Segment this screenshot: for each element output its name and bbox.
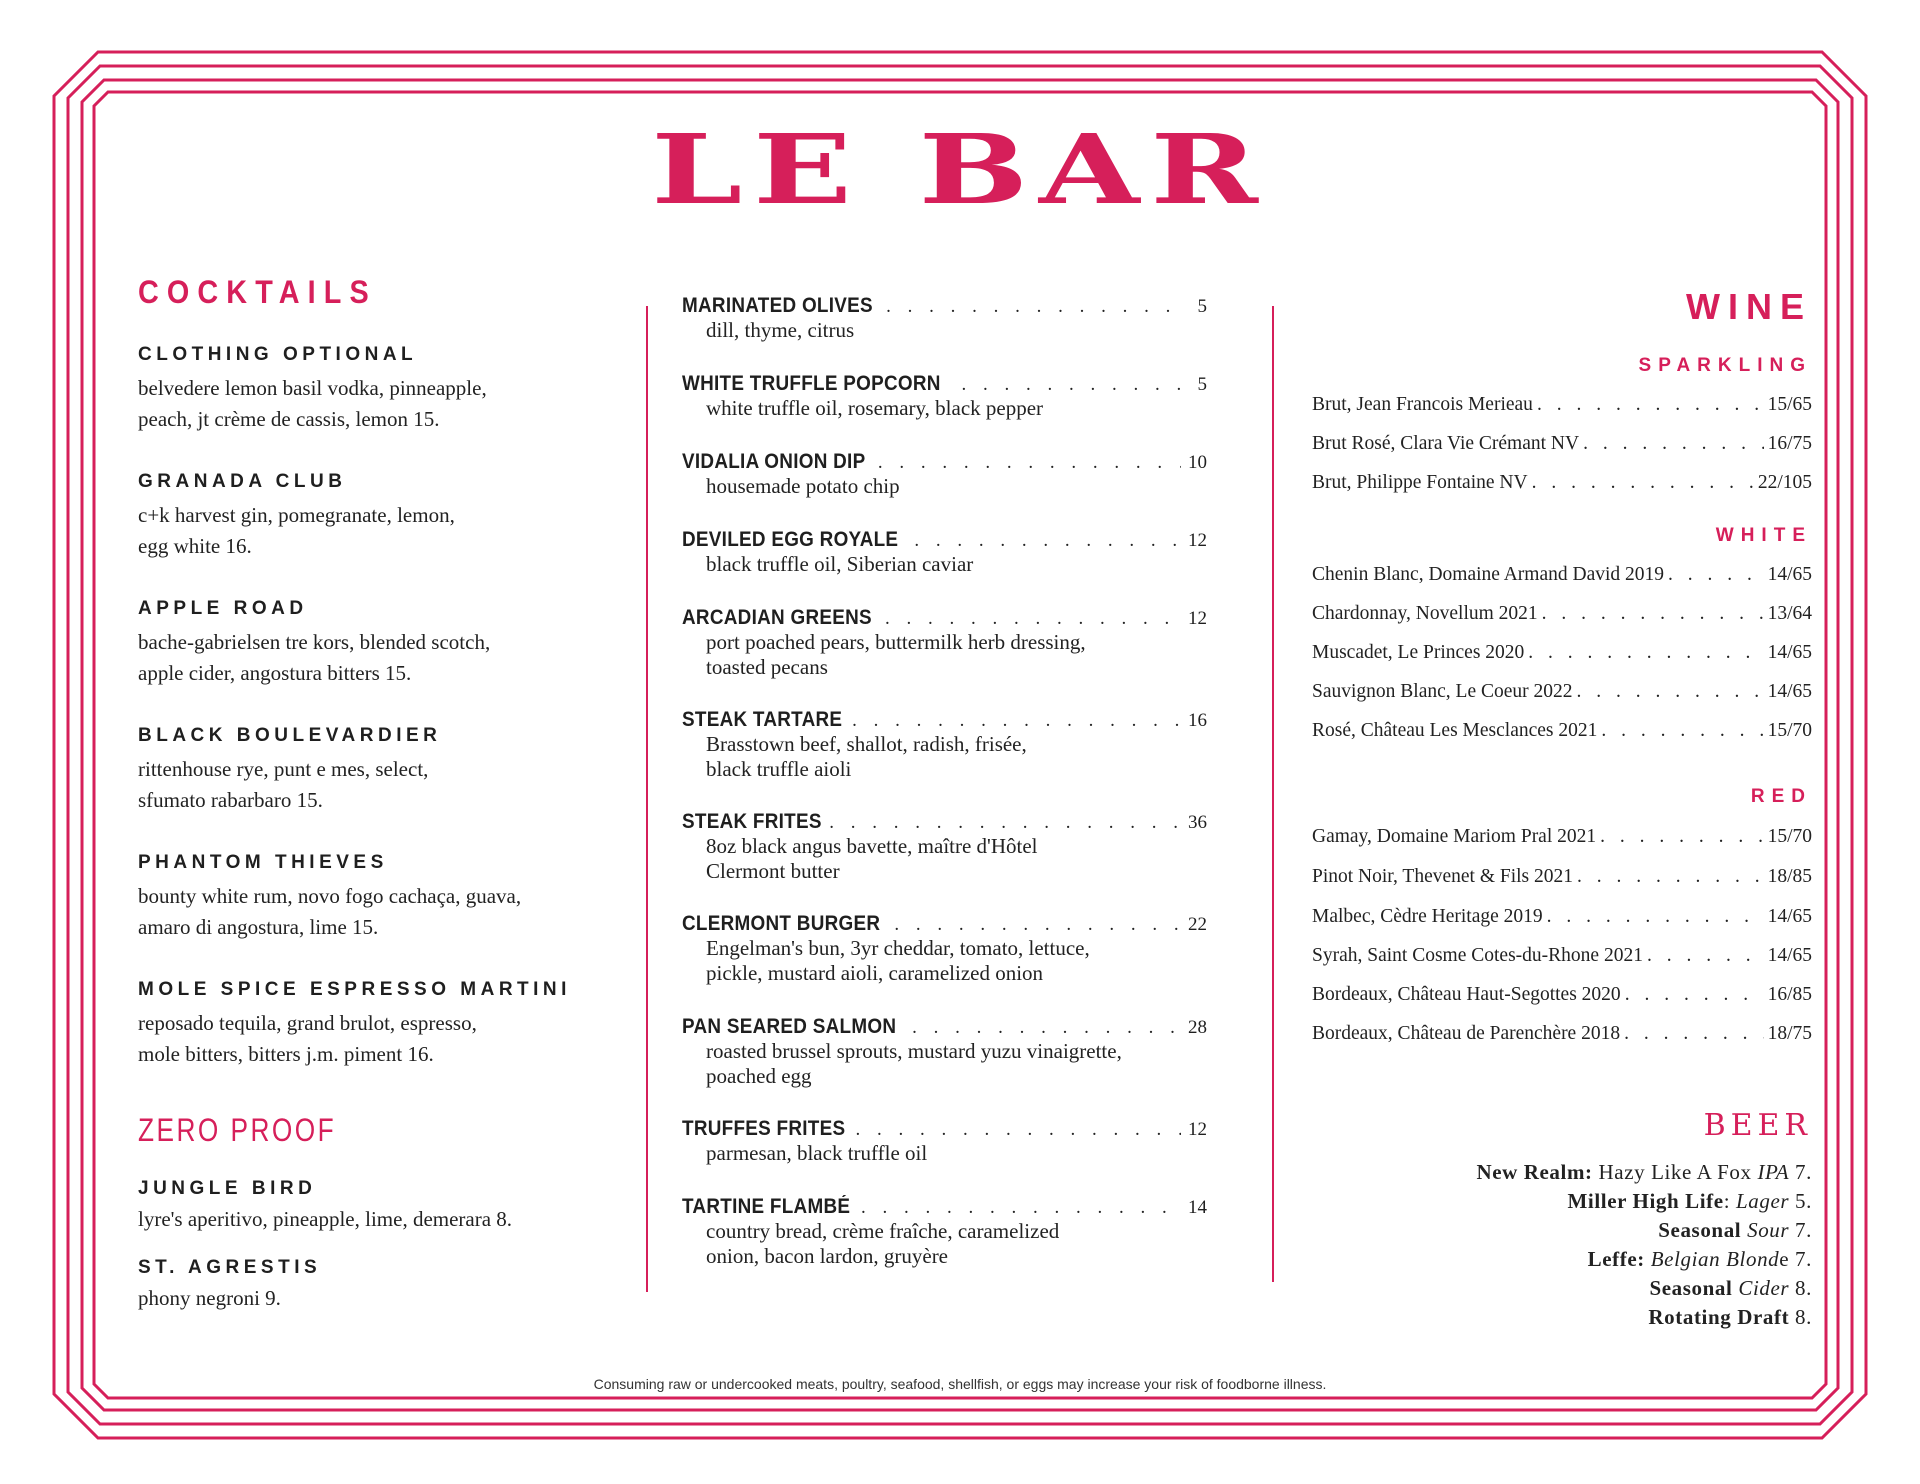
beer-price: 7. — [1789, 1160, 1812, 1184]
wine-price: 15/70 — [1767, 720, 1812, 741]
beer-brand: Rotating Draft — [1648, 1305, 1790, 1329]
food-desc: dill, thyme, citrus — [706, 318, 855, 342]
zero-proof-name: JUNGLE BIRD — [138, 1178, 317, 1199]
beer-price: 5. — [1789, 1189, 1812, 1213]
beer-price: 8. — [1789, 1276, 1812, 1300]
wine-price: 16/85 — [1767, 984, 1812, 1005]
beer-text: : — [1723, 1189, 1736, 1213]
wine-row — [1312, 826, 1812, 848]
zero-proof-item — [138, 1257, 658, 1314]
food-item — [682, 1015, 1207, 1089]
foodborne-illness-notice: Consuming raw or undercooked meats, poultry, seafood, shellfish, or eggs may increase your risk of foodborne illness. — [593, 1376, 1327, 1392]
food-price: 14 — [1188, 1197, 1207, 1218]
page-title: LE BAR — [651, 113, 1269, 226]
leader-dots — [1532, 472, 1754, 494]
beer-text: Hazy Like A Fox — [1592, 1160, 1758, 1184]
wine-row — [1312, 603, 1812, 625]
beer-row — [1658, 1218, 1812, 1243]
food-desc: port poached pears, buttermilk herb dressing, toasted pecans — [706, 630, 1086, 679]
cocktails-heading: COCKTAILS — [138, 274, 377, 310]
wine-name: Gamay, Domaine Mariom Pral 2021 — [1312, 826, 1597, 847]
food-price: 12 — [1188, 1119, 1207, 1140]
column-divider — [1272, 306, 1274, 1282]
wine-name: Chardonnay, Novellum 2021 — [1312, 603, 1538, 624]
food-desc: 8oz black angus bavette, maître d'Hôtel Clermont butter — [706, 834, 1038, 883]
leader-dots — [1577, 866, 1764, 888]
cocktail-name: BLACK BOULEVARDIER — [138, 725, 442, 746]
wine-price: 14/65 — [1767, 906, 1812, 927]
cocktail-item — [138, 344, 658, 435]
leader-dots — [1668, 564, 1764, 586]
food-name: VIDALIA ONION DIP — [682, 450, 866, 473]
food-item — [682, 450, 1207, 499]
cocktail-desc: reposado tequila, grand brulot, espresso, mole bitters, bitters j.m. piment 16. — [138, 1011, 477, 1066]
beer-price: 8. — [1789, 1305, 1812, 1329]
food-desc: black truffle oil, Siberian caviar — [706, 552, 974, 576]
beer-row — [1568, 1189, 1813, 1214]
column-divider — [646, 306, 648, 1292]
wine-row — [1312, 433, 1812, 455]
leader-dots — [886, 296, 1181, 318]
wine-row — [1312, 945, 1812, 967]
cocktail-name: GRANADA CLUB — [138, 471, 347, 492]
beer-style: IPA — [1757, 1160, 1790, 1184]
food-name: PAN SEARED SALMON — [682, 1015, 897, 1038]
leader-dots — [861, 1197, 1181, 1219]
zero-proof-item — [138, 1178, 658, 1235]
leader-dots — [1583, 433, 1763, 455]
wine-row — [1312, 564, 1812, 586]
leader-dots — [856, 1119, 1181, 1141]
food-desc: parmesan, black truffle oil — [706, 1141, 928, 1165]
food-price: 22 — [1188, 914, 1207, 935]
zero-proof-heading: ZERO PROOF — [138, 1112, 337, 1148]
wine-price: 14/65 — [1767, 681, 1812, 702]
beer-brand: New Realm: — [1476, 1160, 1593, 1184]
leader-dots — [894, 914, 1181, 936]
wine-row — [1312, 642, 1812, 664]
wine-name: Malbec, Cèdre Heritage 2019 — [1312, 906, 1543, 927]
wine-name: Brut Rosé, Clara Vie Crémant NV — [1312, 433, 1580, 454]
food-name: MARINATED OLIVES — [682, 294, 873, 317]
food-item — [682, 294, 1207, 343]
food-price: 36 — [1188, 812, 1207, 833]
cocktail-item — [138, 598, 658, 689]
wine-heading: WINE — [1686, 286, 1812, 327]
zero-proof-desc: lyre's aperitivo, pineapple, lime, demerara 8. — [138, 1207, 513, 1231]
beer-row — [1588, 1247, 1812, 1272]
food-desc: Engelman's bun, 3yr cheddar, tomato, lettuce, pickle, mustard aioli, caramelized onion — [706, 936, 1090, 985]
leader-dots — [1542, 603, 1764, 625]
beer-brand: Leffe: — [1587, 1247, 1645, 1271]
beer-brand: Seasonal — [1649, 1276, 1733, 1300]
beer-price: 7. — [1789, 1218, 1812, 1242]
cocktail-desc: bache-gabrielsen tre kors, blended scotch, apple cider, angostura bitters 15. — [138, 630, 491, 685]
wine-name: Chenin Blanc, Domaine Armand David 2019 — [1312, 564, 1665, 585]
wine-name: Muscadet, Le Princes 2020 — [1312, 642, 1525, 663]
beer-style: Lager — [1736, 1189, 1790, 1213]
wine-price: 15/65 — [1767, 394, 1812, 415]
leader-dots — [1537, 394, 1764, 416]
wine-row — [1312, 1023, 1812, 1045]
leader-dots — [878, 452, 1181, 474]
food-name: STEAK TARTARE — [682, 708, 843, 731]
beer-style: Belgian Blond — [1650, 1247, 1780, 1271]
wine-row — [1312, 720, 1812, 742]
wine-name: Pinot Noir, Thevenet & Fils 2021 — [1312, 866, 1574, 887]
wine-row — [1312, 681, 1812, 703]
leader-dots — [912, 1017, 1181, 1039]
beer-style: Cider — [1738, 1276, 1790, 1300]
cocktail-name: MOLE SPICE ESPRESSO MARTINI — [138, 979, 571, 1000]
food-item — [682, 528, 1207, 577]
food-item — [682, 708, 1207, 782]
food-price: 5 — [1197, 296, 1207, 317]
red-heading: RED — [1750, 786, 1812, 807]
beer-style: Sour — [1747, 1218, 1790, 1242]
food-price: 10 — [1188, 452, 1207, 473]
wine-row — [1312, 906, 1812, 928]
leader-dots — [1601, 720, 1763, 742]
food-price: 16 — [1188, 710, 1207, 731]
wine-name: Bordeaux, Château Haut-Segottes 2020 — [1312, 984, 1621, 1005]
wine-name: Syrah, Saint Cosme Cotes-du-Rhone 2021 — [1312, 945, 1643, 966]
cocktail-name: CLOTHING OPTIONAL — [138, 344, 418, 365]
leader-dots — [1547, 906, 1764, 928]
sparkling-heading: SPARKLING — [1638, 355, 1812, 376]
wine-price: 22/105 — [1757, 472, 1812, 493]
cocktail-name: PHANTOM THIEVES — [138, 852, 388, 873]
cocktail-item — [138, 725, 658, 816]
beer-brand: Miller High Life — [1567, 1189, 1724, 1213]
wine-name: Rosé, Château Les Mesclances 2021 — [1312, 720, 1598, 741]
food-desc: white truffle oil, rosemary, black pepper — [706, 396, 1044, 420]
food-desc: country bread, crème fraîche, caramelized onion, bacon lardon, gruyère — [706, 1219, 1060, 1268]
wine-price: 18/85 — [1767, 866, 1812, 887]
food-price: 12 — [1188, 608, 1207, 629]
cocktail-desc: bounty white rum, novo fogo cachaça, guava, amaro di angostura, lime 15. — [138, 884, 522, 939]
food-name: CLERMONT BURGER — [682, 912, 881, 935]
wine-row — [1312, 866, 1812, 888]
food-price: 28 — [1188, 1017, 1207, 1038]
food-name: ARCADIAN GREENS — [682, 606, 872, 629]
wine-name: Brut, Philippe Fontaine NV — [1312, 472, 1528, 493]
leader-dots — [829, 812, 1181, 834]
beer-row — [1649, 1276, 1812, 1301]
beer-row — [1648, 1305, 1812, 1330]
cocktail-item — [138, 852, 658, 943]
beer-brand: Seasonal — [1658, 1218, 1742, 1242]
leader-dots — [1600, 826, 1763, 848]
food-name: WHITE TRUFFLE POPCORN — [682, 372, 941, 395]
leader-dots — [852, 710, 1181, 732]
food-desc: roasted brussel sprouts, mustard yuzu vinaigrette, poached egg — [706, 1039, 1122, 1088]
leader-dots — [961, 374, 1181, 396]
cocktail-name: APPLE ROAD — [138, 598, 308, 619]
wine-row — [1312, 394, 1812, 416]
zero-proof-desc: phony negroni 9. — [138, 1286, 281, 1310]
wine-price: 18/75 — [1767, 1023, 1812, 1044]
wine-row — [1312, 472, 1812, 494]
leader-dots — [1528, 642, 1763, 664]
wine-price: 16/75 — [1767, 433, 1812, 454]
food-item — [682, 372, 1207, 421]
food-price: 12 — [1188, 530, 1207, 551]
food-name: STEAK FRITES — [682, 810, 822, 833]
food-item — [682, 912, 1207, 986]
wine-price: 14/65 — [1767, 564, 1812, 585]
cocktail-desc: belvedere lemon basil vodka, pinneapple, peach, jt crème de cassis, lemon 15. — [138, 376, 487, 431]
white-heading: WHITE — [1715, 525, 1812, 546]
wine-name: Brut, Jean Francois Merieau — [1312, 394, 1533, 415]
cocktail-item — [138, 979, 658, 1070]
leader-dots — [885, 608, 1181, 630]
wine-name: Sauvignon Blanc, Le Coeur 2022 — [1312, 681, 1573, 702]
beer-price: e 7. — [1779, 1247, 1812, 1271]
food-name: DEVILED EGG ROYALE — [682, 528, 899, 551]
beer-heading: BEER — [1703, 1108, 1812, 1143]
cocktail-item — [138, 471, 658, 562]
leader-dots — [1624, 1023, 1763, 1045]
wine-row — [1312, 984, 1812, 1006]
wine-price: 14/65 — [1767, 945, 1812, 966]
beer-row — [1476, 1160, 1812, 1185]
wine-name: Bordeaux, Château de Parenchère 2018 — [1312, 1023, 1621, 1044]
food-item — [682, 810, 1207, 884]
leader-dots — [1625, 984, 1764, 1006]
food-desc: housemade potato chip — [706, 474, 900, 498]
food-price: 5 — [1197, 374, 1207, 395]
food-item — [682, 606, 1207, 680]
cocktail-desc: rittenhouse rye, punt e mes, select, sfumato rabarbaro 15. — [138, 757, 429, 812]
wine-price: 15/70 — [1767, 826, 1812, 847]
leader-dots — [914, 530, 1181, 552]
food-item — [682, 1117, 1207, 1166]
leader-dots — [1577, 681, 1764, 703]
food-desc: Brasstown beef, shallot, radish, frisée, black truffle aioli — [706, 732, 1027, 781]
cocktail-desc: c+k harvest gin, pomegranate, lemon, egg white 16. — [138, 503, 455, 558]
food-name: TARTINE FLAMBÉ — [682, 1195, 851, 1218]
food-name: TRUFFES FRITES — [682, 1117, 846, 1140]
zero-proof-name: ST. AGRESTIS — [138, 1257, 322, 1278]
leader-dots — [1647, 945, 1764, 967]
wine-price: 14/65 — [1767, 642, 1812, 663]
wine-price: 13/64 — [1767, 603, 1812, 624]
food-item — [682, 1195, 1207, 1269]
